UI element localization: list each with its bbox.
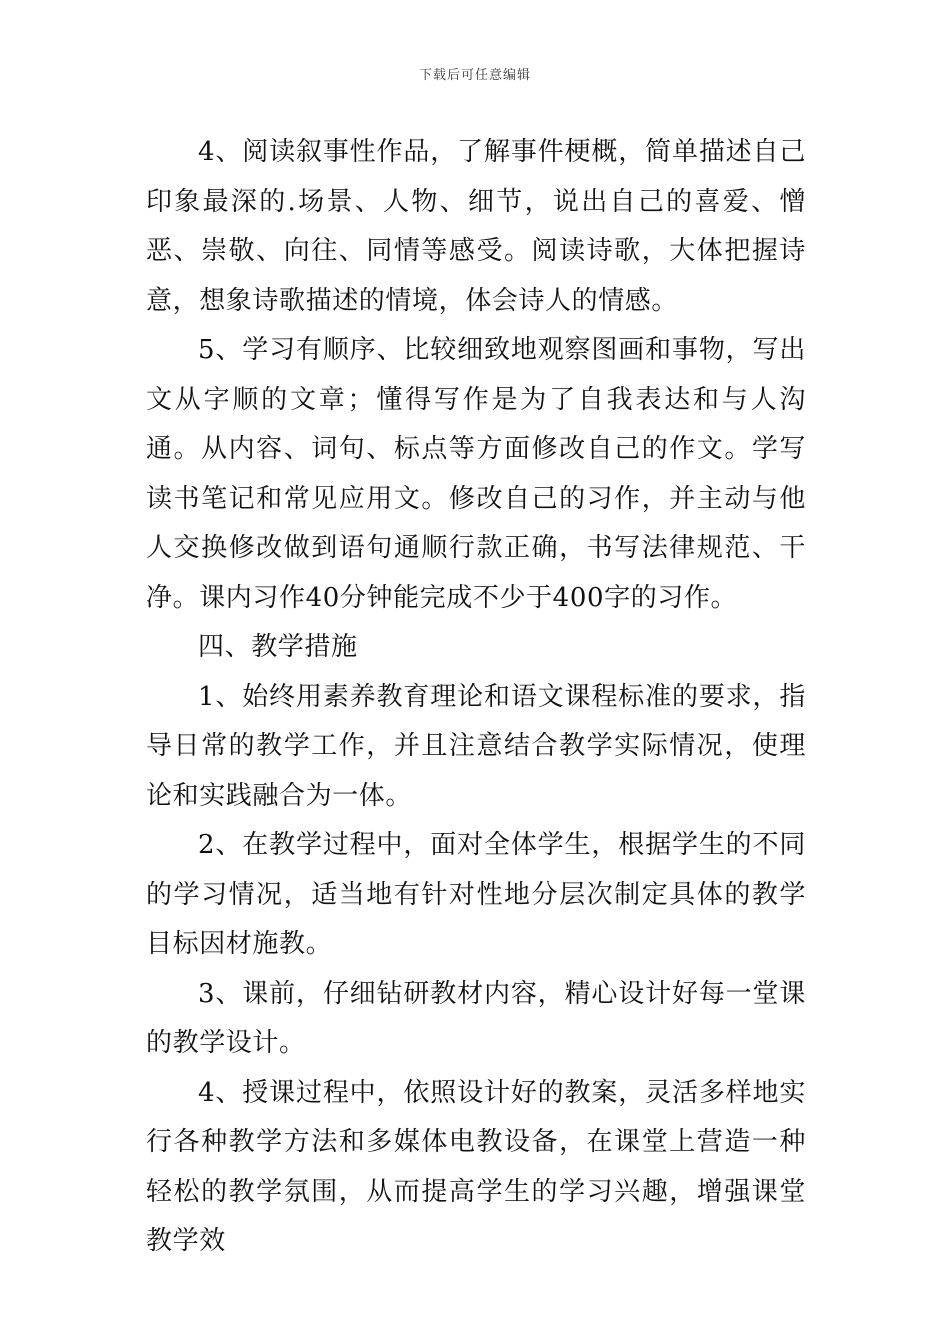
paragraph-measure-1: 1、始终用素养教育理论和语文课程标准的要求，指导日常的教学工作，并且注意结合教学实际情况，使理论和实践融合为一体。 [146,681,806,811]
paragraph-reading-narrative: 4、阅读叙事性作品，了解事件梗概，简单描述自己印象最深的.场景、人物、细节，说出自己的喜爱、憎恶、崇敬、向往、同情等感受。阅读诗歌，大体把握诗意，想象诗歌描述的情境，体会诗人的情感。 [146,137,806,316]
page-header: 下载后可任意编辑 [418,68,531,83]
paragraph-measure-3: 3、课前，仔细钻研教材内容，精心设计好每一堂课的教学设计。 [146,978,806,1058]
document-body [146,128,806,1267]
paragraph-measure-2: 2、在教学过程中，面对全体学生，根据学生的不同的学习情况，适当地有针对性地分层次制定具体的教学目标因材施教。 [146,830,806,959]
paragraph-writing-observation: 5、学习有顺序、比较细致地观察图画和事物，写出文从字顺的文章；懂得写作是为了自我表达和与人沟通。从内容、词句、标点等方面修改自己的作文。学写读书笔记和常见应用文。修改自己的习作，并主动与他人交换修改做到语句通顺行款正确，书写法律规范、干净。课内习作40分钟能完成不少于400字的习作。 [146,335,806,613]
section-heading-teaching-measures: 四、教学措施 [198,632,358,662]
paragraph-measure-4: 4、授课过程中，依照设计好的教案，灵活多样地实行各种教学方法和多媒体电教设备，在课堂上营造一种轻松的教学氛围，从而提高学生的学习兴趣，增强课堂教学效 [146,1077,806,1256]
